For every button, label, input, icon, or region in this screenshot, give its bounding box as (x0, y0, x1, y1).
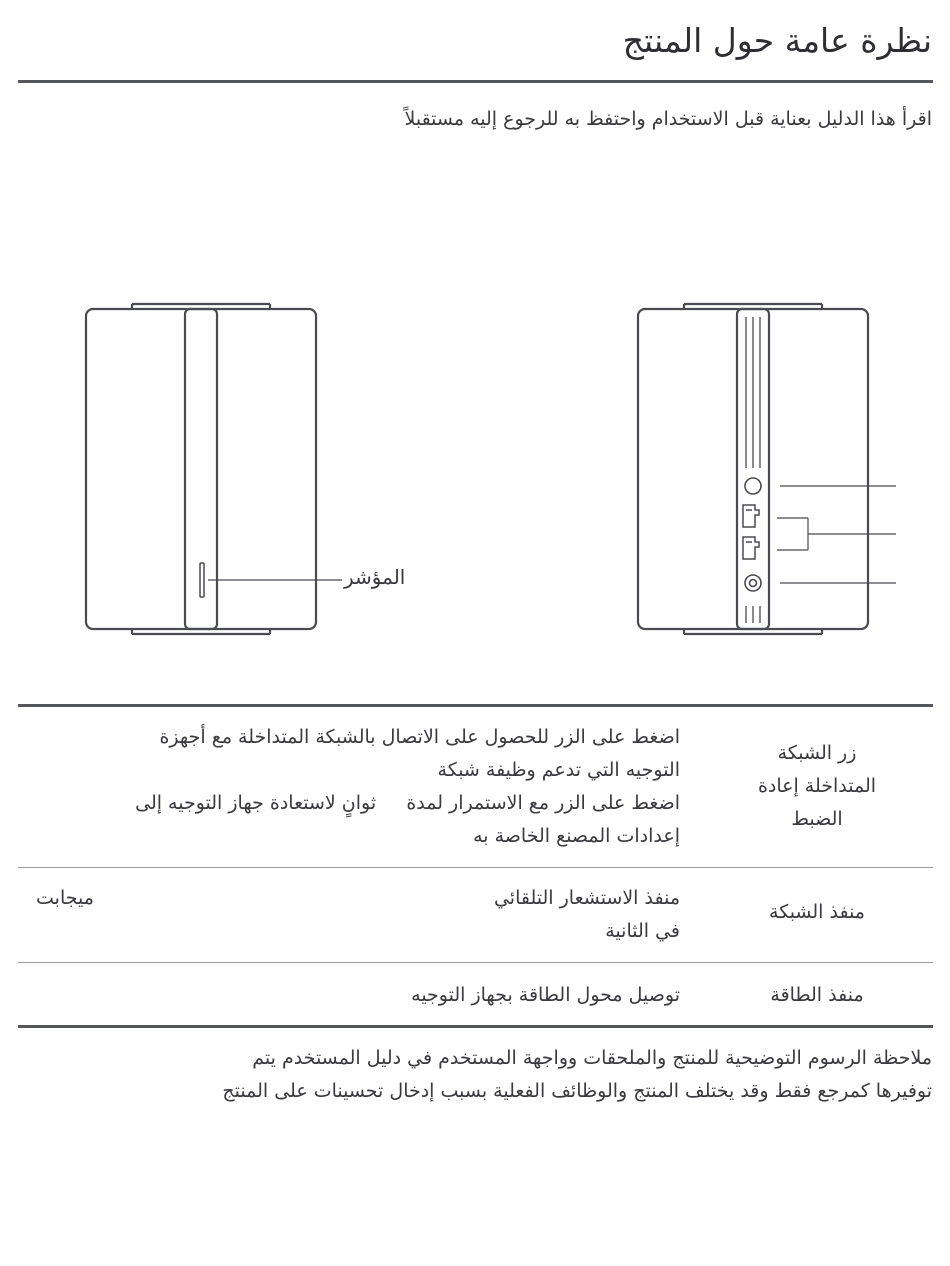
spec-table (18, 704, 933, 1028)
page-title: نظرة عامة حول المنتج (622, 21, 932, 60)
table-row-network-port (18, 868, 933, 962)
router-back-view (638, 304, 896, 634)
router-diagram (0, 290, 950, 650)
row-label: منفذ الطاقة (770, 984, 864, 1006)
table-bottom-rule (18, 1025, 933, 1028)
row-label: منفذ الشبكة (769, 901, 865, 923)
title-divider (18, 80, 933, 83)
network-port-1 (743, 505, 759, 527)
row-description: توصيل محول الطاقة بجهاز التوجيه (411, 984, 680, 1006)
indicator-label: المؤشر (344, 565, 406, 589)
network-port-2 (743, 537, 759, 559)
power-port (745, 575, 761, 591)
table-row-power-port (18, 963, 933, 1025)
table-row-mesh-reset (18, 707, 933, 867)
router-front-view (86, 304, 342, 634)
row-description: منفذ الاستشعار التلقائي في الثانية (493, 887, 680, 942)
row-description: اضغط على الزر للحصول على الاتصال بالشبكة المتداخلة مع أجهزة التوجيه التي تدعم وظيفة شبكة اضغط على الزر مع الاستمرار لمدة ثوانٍ لاستعادة جهاز التوجيه إلى إعدادات المصنع الخاصة به (135, 726, 680, 847)
row-label: زر الشبكة المتداخلة إعادة الضبط (757, 742, 877, 830)
intro-text: اقرأ هذا الدليل بعناية قبل الاستخدام واحتفظ به للرجوع إليه مستقبلاً (404, 108, 932, 130)
mesh-button (745, 478, 761, 494)
row-description-unit: ميجابت (36, 887, 94, 909)
note-text: ملاحظة الرسوم التوضيحية للمنتج والملحقات وواجهة المستخدم في دليل المستخدم يتم توفيرها كمرجع فقط وقد يختلف المنتج والوظائف الفعلية بسبب إدخال تحسينات على المنتج (222, 1047, 932, 1102)
